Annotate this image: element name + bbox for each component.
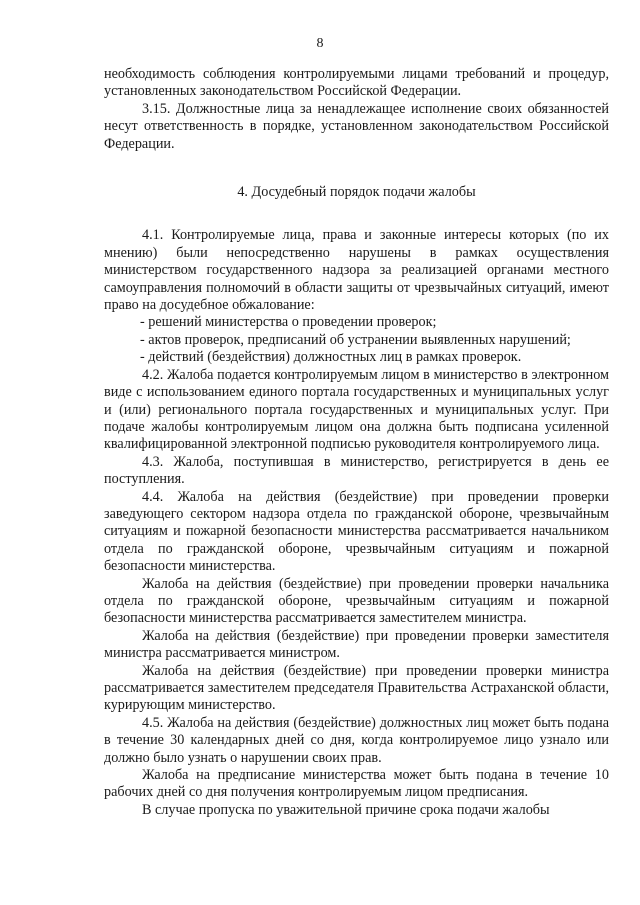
document-body — [104, 66, 609, 819]
paragraph-4-4-c: Жалоба на действия (бездействие) при проведении проверки заместителя министра рассматривается министром. — [104, 627, 609, 662]
list-item: - действий (бездействия) должностных лиц в рамках проверок. — [140, 349, 522, 366]
paragraph-continuation: необходимость соблюдения контролируемыми лицами требований и процедур, установленных законодательством Российской Федерации. — [104, 66, 609, 100]
paragraph-3-15: 3.15. Должностные лица за ненадлежащее исполнение своих обязанностей несут ответственность в порядке, установленном законодательством Российской Федерации. — [104, 100, 609, 152]
paragraph-4-5: 4.5. Жалоба на действия (бездействие) должностных лиц может быть подана в течение 30 календарных дней со дня, когда контролируемое лицо узнало или должно было узнать о нарушении своих прав. — [104, 714, 609, 766]
paragraph-4-2: 4.2. Жалоба подается контролируемым лицом в министерство в электронном виде с использованием единого портала государственных и муниципальных услуг и (или) регионального портала государственных и муниципальных услуг. При подаче жалобы контролируемым лицом она должна быть подписана усиленной квалифицированной электронной подписью руководителя контролируемого лица. — [104, 366, 609, 453]
list-item: - актов проверок, предписаний об устранении выявленных нарушений; — [140, 331, 571, 348]
paragraph-4-5-b: Жалоба на предписание министерства может быть подана в течение 10 рабочих дней со дня получения контролируемым лицом предписания. — [104, 767, 609, 801]
list-item: - решений министерства о проведении проверок; — [140, 314, 437, 331]
paragraph-4-3: 4.3. Жалоба, поступившая в министерство, регистрируется в день ее поступления. — [104, 453, 609, 488]
section-heading: 4. Досудебный порядок подачи жалобы — [237, 184, 476, 201]
paragraph-4-5-c: В случае пропуска по уважительной причине срока подачи жалобы — [142, 801, 550, 818]
paragraph-4-4-d: Жалоба на действия (бездействие) при проведении проверки министра рассматривается заместителем председателя Правительства Астраханской области, курирующим министерство. — [104, 662, 609, 714]
paragraph-4-4-b: Жалоба на действия (бездействие) при проведении проверки начальника отдела по гражданской обороне, чрезвычайным ситуациям и пожарной безопасности министерства рассматривается заместителем министра. — [104, 575, 609, 627]
paragraph-4-4: 4.4. Жалоба на действия (бездействие) при проведении проверки заведующего сектором надзора отдела по гражданской обороне, чрезвычайным ситуациям и пожарной безопасности министерства рассматривается начальником отдела по гражданской обороне, чрезвычайным ситуациям и пожарной безопасности министерства. — [104, 488, 609, 575]
paragraph-4-1: 4.1. Контролируемые лица, права и законные интересы которых (по их мнению) были непосредственно нарушены в рамках осуществления министерством государственного надзора за реализацией органами местного самоуправления полномочий в области защиты от чрезвычайных ситуаций, имеют право на досудебное обжалование: — [104, 227, 609, 314]
page-number: 8 — [316, 36, 324, 51]
